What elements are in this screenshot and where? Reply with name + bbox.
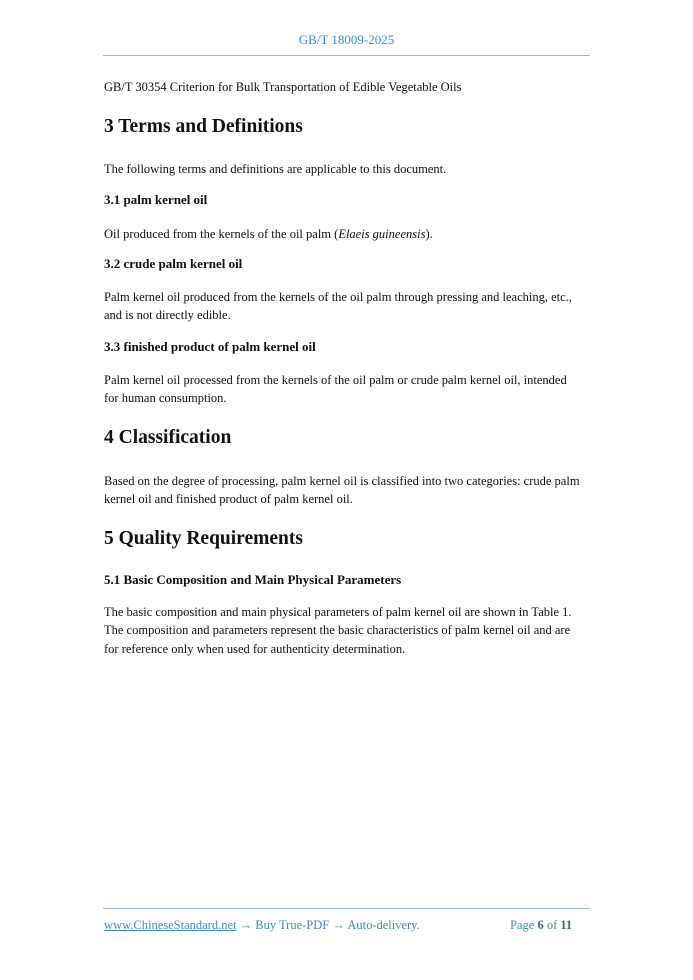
current-page: 6 (537, 918, 544, 932)
term-3-1-definition (104, 225, 433, 243)
section-3-heading: 3 Terms and Definitions (104, 116, 303, 137)
term-3-2-line-1: Palm kernel oil produced from the kernels of the oil palm through pressing and leaching, etc., (104, 290, 572, 304)
section-5-1-line-1: The basic composition and main physical parameters of palm kernel oil are shown in Table 1. (104, 605, 572, 619)
page-label: Page (510, 918, 535, 932)
term-3-2-line-2: and is not directly edible. (104, 308, 231, 322)
buy-text: Buy True-PDF (255, 918, 330, 932)
term-3-3-line-1: Palm kernel oil processed from the kernels of the oil palm or crude palm kernel oil, intended (104, 373, 567, 387)
reference-line: GB/T 30354 Criterion for Bulk Transportation of Edible Vegetable Oils (104, 80, 462, 94)
section-3-intro: The following terms and definitions are applicable to this document. (104, 162, 447, 176)
website-link[interactable]: www.ChineseStandard.net (104, 918, 237, 932)
header-rule (103, 55, 590, 56)
definition-text-end: ). (425, 227, 433, 241)
header-doc-id: GB/T 18009-2025 (298, 32, 395, 47)
section-5-heading: 5 Quality Requirements (104, 528, 303, 549)
section-4-heading: 4 Classification (104, 427, 232, 448)
term-3-3-heading: 3.3 finished product of palm kernel oil (104, 339, 316, 354)
page-number (510, 918, 572, 933)
footer-promo (104, 918, 420, 933)
section-4-line-2: kernel oil and finished product of palm kernel oil. (104, 492, 353, 506)
arrow-right-icon: → (239, 918, 253, 932)
definition-text: Oil produced from the kernels of the oil palm ( (104, 227, 339, 241)
delivery-text: Auto-delivery. (347, 918, 420, 932)
section-5-1-line-2: The composition and parameters represent the basic characteristics of palm kernel oil and are (104, 623, 571, 637)
term-3-3-line-2: for human consumption. (104, 391, 227, 405)
of-label: of (546, 918, 558, 932)
arrow-right-icon: → (332, 918, 345, 932)
term-3-1-heading: 3.1 palm kernel oil (104, 192, 208, 207)
total-pages: 11 (560, 918, 573, 932)
term-3-2-heading: 3.2 crude palm kernel oil (104, 256, 243, 271)
footer-rule (103, 908, 590, 909)
section-5-1-line-3: for reference only when used for authenticity determination. (104, 642, 406, 656)
section-5-1-heading: 5.1 Basic Composition and Main Physical Parameters (104, 572, 402, 587)
section-4-line-1: Based on the degree of processing, palm kernel oil is classified into two categories: crude palm (104, 474, 580, 488)
scientific-name: Elaeis guineensis (338, 227, 426, 241)
